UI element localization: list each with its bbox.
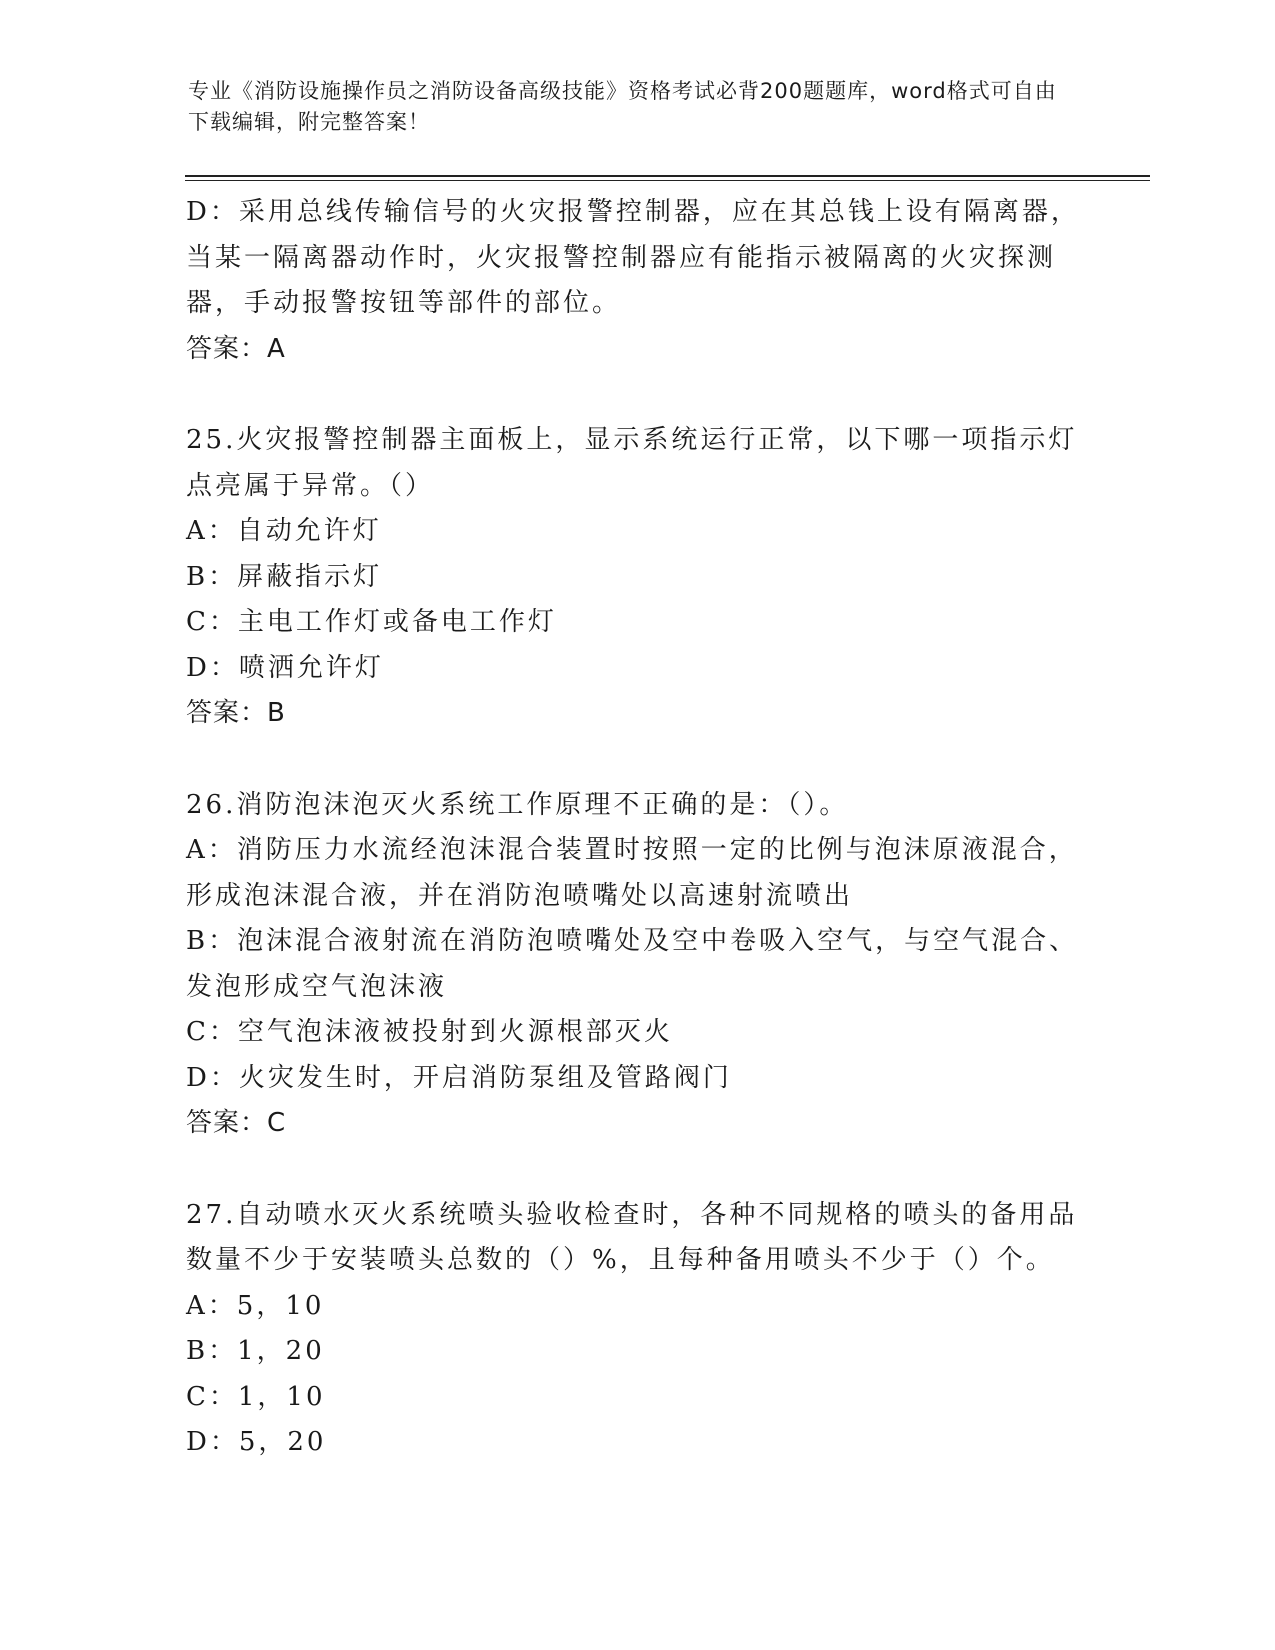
option-d: D：火灾发生时，开启消防泵组及管路阀门 bbox=[186, 1062, 732, 1093]
option-a: A：消防压力水流经泡沫混合装置时按照一定的比例与泡沫原液混合，形成泡沫混合液，并在消防泡喷嘴处以高速射流喷出 bbox=[186, 835, 1078, 911]
question-27 bbox=[186, 1193, 1086, 1466]
option-b: B：1，20 bbox=[186, 1336, 325, 1366]
question-stem: 27.自动喷水灭火系统喷头验收检查时，各种不同规格的喷头的备用品数量不少于安装喷头总数的（）%，且每种备用喷头不少于（）个。 bbox=[186, 1199, 1078, 1275]
option-d: D：采用总线传输信号的火灾报警控制器，应在其总钱上设有隔离器，当某一隔离器动作时，火灾报警控制器应有能指示被隔离的火灾探测器，手动报警按钮等部件的部位。 bbox=[186, 197, 1080, 318]
header-rule-thin bbox=[185, 180, 1150, 181]
option-c: C：主电工作灯或备电工作灯 bbox=[186, 607, 557, 637]
previous-question bbox=[186, 190, 1086, 372]
option-d: D：5，20 bbox=[186, 1427, 327, 1457]
question-stem: 25.火灾报警控制器主面板上，显示系统运行正常，以下哪一项指示灯点亮属于异常。（） bbox=[186, 425, 1078, 501]
question-content bbox=[186, 190, 1086, 1466]
option-d: D：喷洒允许灯 bbox=[186, 652, 384, 683]
answer: 答案：B bbox=[186, 698, 286, 728]
option-c: C：1，10 bbox=[186, 1381, 326, 1412]
option-b: B：泡沫混合液射流在消防泡喷嘴处及空中卷吸入空气，与空气混合、发泡形成空气泡沫液 bbox=[186, 926, 1079, 1002]
spacer bbox=[186, 737, 1086, 783]
option-a: A：自动允许灯 bbox=[186, 516, 382, 546]
answer: 答案：A bbox=[186, 333, 286, 364]
spacer bbox=[186, 1147, 1086, 1193]
answer: 答案：C bbox=[186, 1108, 287, 1138]
question-26 bbox=[186, 783, 1086, 1147]
option-b: B：屏蔽指示灯 bbox=[186, 561, 383, 592]
header-rule-thick bbox=[185, 175, 1150, 177]
option-a: A：5，10 bbox=[186, 1290, 325, 1321]
spacer bbox=[186, 372, 1086, 418]
document-header: 专业《消防设施操作员之消防设备高级技能》资格考试必背200题题库，word格式可自由下载编辑，附完整答案！ bbox=[188, 79, 1057, 134]
option-c: C：空气泡沫液被投射到火源根部灭火 bbox=[186, 1017, 673, 1047]
question-stem: 26.消防泡沫泡灭火系统工作原理不正确的是：（）。 bbox=[186, 789, 849, 820]
question-25 bbox=[186, 418, 1086, 737]
